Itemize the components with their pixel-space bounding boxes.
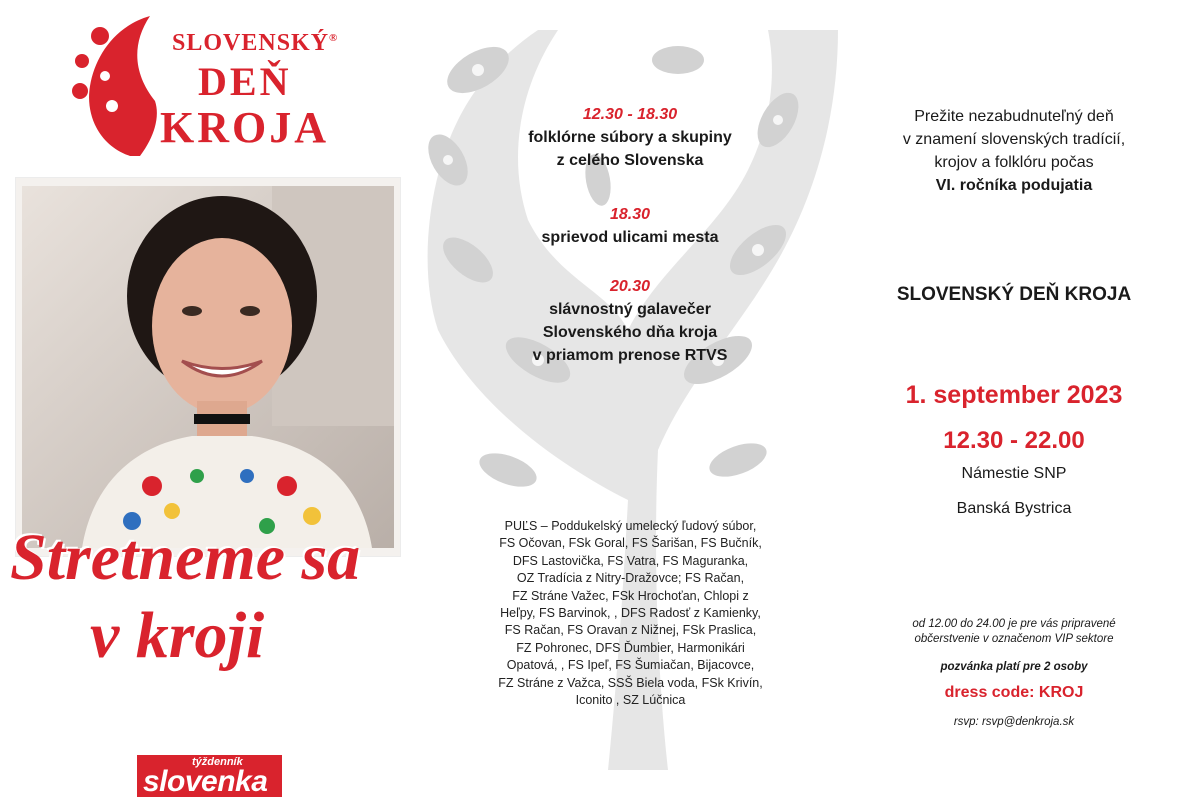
schedule-item [480,103,780,172]
ensembles-line: Iconito , SZ Lúčnica [575,693,686,708]
ensembles-line: FS Očovan, FSk Goral, FS Šarišan, FS Bučník, [499,536,762,551]
slogan-line1: Stretneme sa [10,521,361,594]
intro-line: v znamení slovenských tradícií, [902,131,1126,148]
schedule-item [480,275,780,367]
publisher-small: týždenník [192,756,243,768]
ensembles-line: PUĽS – Poddukelský umelecký ľudový súbor, [504,519,757,533]
dress-code: dress code: KROJ [944,684,1084,701]
ensembles-line: Opatová, , FS Ipeľ, FS Šumiačan, Bijacovce, [506,658,755,673]
ensembles-line: FZ Stráne z Važca, SSŠ Biela voda, FSk Krivín, [498,675,763,690]
woman-in-folk-costume-photo [22,186,394,548]
schedule-text: folklórne súbory a skupiny [528,129,732,146]
ensembles-line: Heľpy, FS Barvinok, , DFS Radosť z Kamienky, [500,606,761,621]
publisher-logo [137,755,282,797]
schedule-text: slávnostný galavečer [549,301,711,318]
ensembles-line: FZ Pohronec, DFS Ďumbier, Harmonikári [516,640,745,655]
logo-line1: SLOVENSKÝ [172,30,330,56]
photo-frame [16,178,400,556]
ensembles-line: DFS Lastovička, FS Vatra, FS Maguranka, [512,553,749,568]
event-logo [60,6,360,166]
schedule-time: 12.30 - 18.30 [582,106,678,123]
logo-line3: KROJA [160,103,329,152]
vip-line: občerstvenie v označenom VIP sektore [914,633,1114,645]
publisher-name: slovenka [143,765,268,798]
schedule-item [480,203,780,249]
event-date: 1. september 2023 [905,381,1123,409]
registered-mark: ® [329,32,339,44]
event-title: SLOVENSKÝ DEŇ KROJA [896,284,1132,305]
event-place: Námestie SNP [961,465,1067,482]
ensembles-line: FS Račan, FS Oravan z Nižnej, FSk Praslica, [504,623,757,638]
ensembles-list [478,518,783,709]
schedule-time: 20.30 [609,278,651,295]
schedule-time: 18.30 [609,206,651,223]
event-city: Banská Bystrica [956,500,1072,517]
slogan-line2: v kroji [90,599,265,672]
rsvp-contact: rsvp: rsvp@denkroja.sk [953,716,1075,728]
schedule-text: Slovenského dňa kroja [542,324,718,341]
vip-line: od 12.00 do 24.00 je pre vás pripravené [912,618,1116,630]
vip-note [835,617,1193,647]
slogan [10,520,430,720]
schedule-text: z celého Slovenska [556,152,704,169]
intro-text [835,105,1193,197]
schedule-text: sprievod ulicami mesta [541,229,719,246]
logo-line2: DEŇ [198,59,292,104]
invite-note: pozvánka platí pre 2 osoby [940,661,1088,673]
intro-line: Prežite nezabudnuteľný deň [914,108,1114,125]
ensembles-line: FZ Stráne Važec, FSk Hrochoťan, Chlopi z [512,588,749,603]
schedule-text: v priamom prenose RTVS [532,347,728,364]
intro-bold-line: VI. ročníka podujatia [935,177,1093,194]
ensembles-line: OZ Tradícia z Nitry-Dražovce; FS Račan, [516,571,745,586]
event-hours: 12.30 - 22.00 [943,427,1085,454]
intro-line: krojov a folklóru počas [934,154,1094,171]
